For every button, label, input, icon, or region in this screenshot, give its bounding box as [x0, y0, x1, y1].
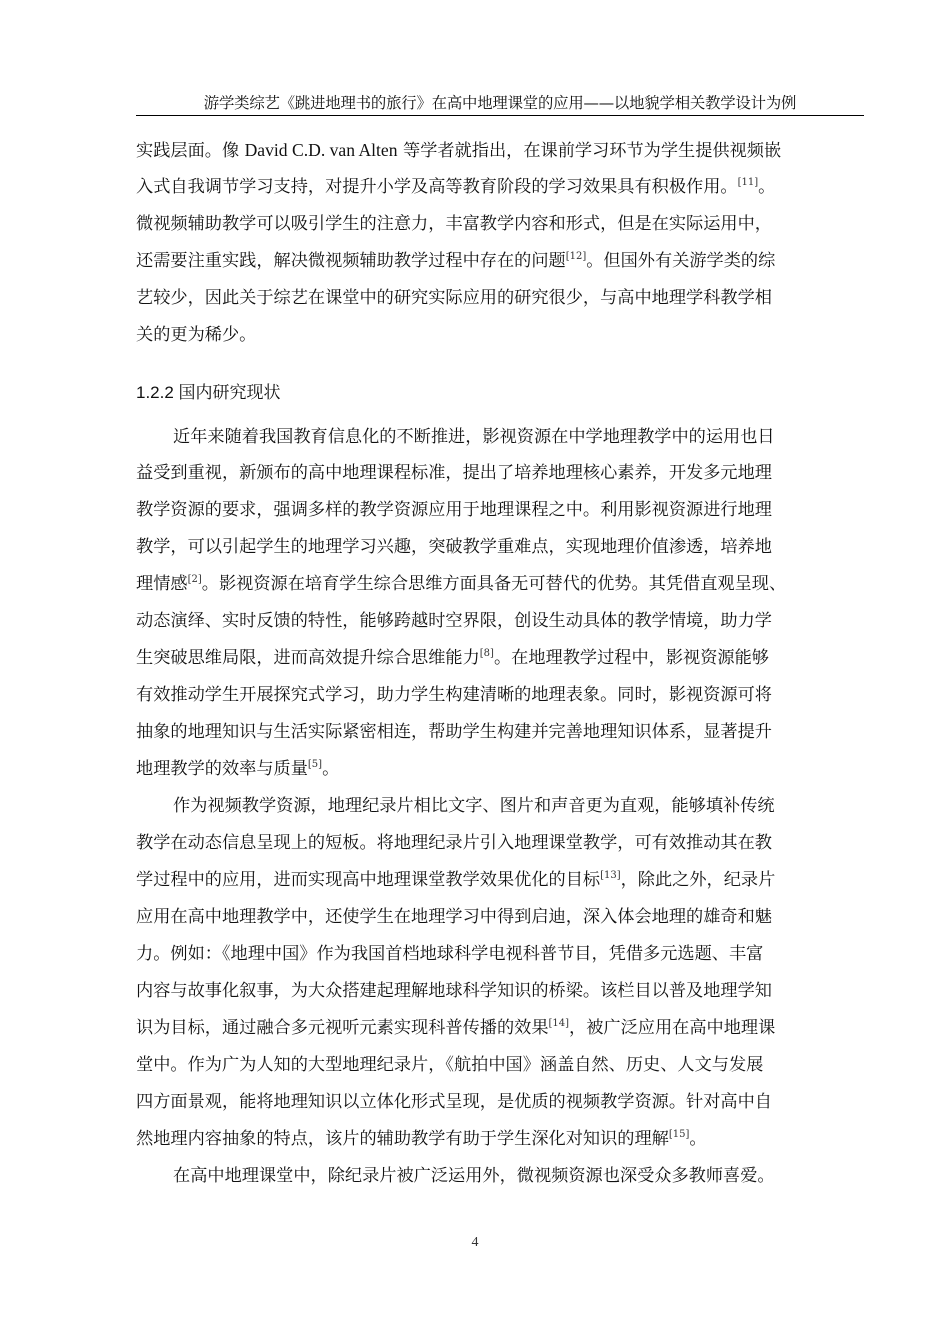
citation-ref: [14]	[548, 1018, 570, 1029]
text-line: 内容与故事化叙事，为大众搭建起理解地球科学知识的桥梁。该栏目以普及地理学知	[136, 981, 772, 1001]
text-line: 教学，可以引起学生的地理学习兴趣，突破教学重难点，实现地理价值渗透，培养地	[136, 537, 772, 557]
text-line: 还需要注重实践，解决微视频辅助教学过程中存在的问题[12]。但国外有关游学类的综	[136, 251, 776, 271]
text-line: 入式自我调节学习支持，对提升小学及高等教育阶段的学习效果具有积极作用。[11]。	[136, 177, 776, 197]
text-line: 作为视频教学资源，地理纪录片相比文字、图片和声音更为直观，能够填补传统	[173, 796, 775, 816]
text-line: 堂中。作为广为人知的大型地理纪录片，《航拍中国》涵盖自然、历史、人文与发展	[136, 1055, 764, 1075]
text-line: 实践层面。像 David C.D. van Alten 等学者就指出，在课前学习环节为学生提供视频嵌	[136, 140, 782, 161]
section-title: 国内研究现状	[178, 383, 281, 402]
running-header: 游学类综艺《跳进地理书的旅行》在高中地理课堂的应用——以地貌学相关教学设计为例	[203, 94, 797, 112]
header-rule	[136, 115, 864, 116]
text-line: 近年来随着我国教育信息化的不断推进，影视资源在中学地理教学中的运用也日	[173, 427, 775, 447]
text-line: 生突破思维局限，进而高效提升综合思维能力[8]。在地理教学过程中，影视资源能够	[136, 648, 769, 668]
text-line: 动态演绎、实时反馈的特性，能够跨越时空界限，创设生动具体的教学情境，助力学	[136, 611, 772, 631]
text-line: 微视频辅助教学可以吸引学生的注意力，丰富教学内容和形式，但是在实际运用中，	[136, 214, 772, 234]
text-line: 地理教学的效率与质量[5]。	[136, 759, 340, 779]
text-line: 理情感[2]。影视资源在培育学生综合思维方面具备无可替代的优势。其凭借直观呈现、	[136, 574, 787, 594]
author-name: David C.D. van Alten	[244, 140, 398, 160]
citation-ref: [13]	[600, 870, 621, 881]
text-line: 艺较少，因此关于综艺在课堂中的研究实际应用的研究很少，与高中地理学科教学相	[136, 288, 772, 308]
text-line: 在高中地理课堂中，除纪录片被广泛运用外，微视频资源也深受众多教师喜爱。	[173, 1166, 775, 1186]
section-number: 1.2.2	[136, 383, 174, 402]
page-number: 4	[471, 1235, 479, 1250]
text-line: 抽象的地理知识与生活实际紧密相连，帮助学生构建并完善地理知识体系，显著提升	[136, 722, 772, 742]
citation-ref: [15]	[668, 1129, 690, 1140]
citation-ref: [12]	[565, 251, 587, 262]
citation-ref: [5]	[307, 759, 323, 770]
text-line: 有效推动学生开展探究式学习，助力学生构建清晰的地理表象。同时，影视资源可将	[136, 685, 772, 705]
text-line: 学过程中的应用，进而实现高中地理课堂教学效果优化的目标[13]，除此之外，纪录片	[136, 870, 776, 890]
text-line: 力。例如：《地理中国》作为我国首档地球科学电视科普节目，凭借多元选题、丰富	[136, 944, 764, 964]
text-line: 教学在动态信息呈现上的短板。将地理纪录片引入地理课堂教学，可有效推动其在教	[136, 833, 772, 853]
text-line: 应用在高中地理教学中，还使学生在地理学习中得到启迪，深入体会地理的雄奇和魅	[136, 907, 772, 927]
text-line: 教学资源的要求，强调多样的教学资源应用于地理课程之中。利用影视资源进行地理	[136, 500, 772, 520]
citation-ref: [11]	[737, 177, 759, 188]
text-line: 然地理内容抽象的特点，该片的辅助教学有助于学生深化对知识的理解[15]。	[136, 1129, 707, 1149]
citation-ref: [2]	[187, 574, 202, 585]
text-line: 关的更为稀少。	[136, 325, 257, 345]
text-line: 益受到重视，新颁布的高中地理课程标准，提出了培养地理核心素养，开发多元地理	[136, 463, 772, 483]
citation-ref: [8]	[479, 648, 494, 659]
text-line: 四方面景观，能将地理知识以立体化形式呈现，是优质的视频教学资源。针对高中自	[136, 1092, 772, 1112]
text-line: 识为目标，通过融合多元视听元素实现科普传播的效果[14]，被广泛应用在高中地理课	[136, 1018, 776, 1038]
section-heading	[136, 381, 281, 405]
